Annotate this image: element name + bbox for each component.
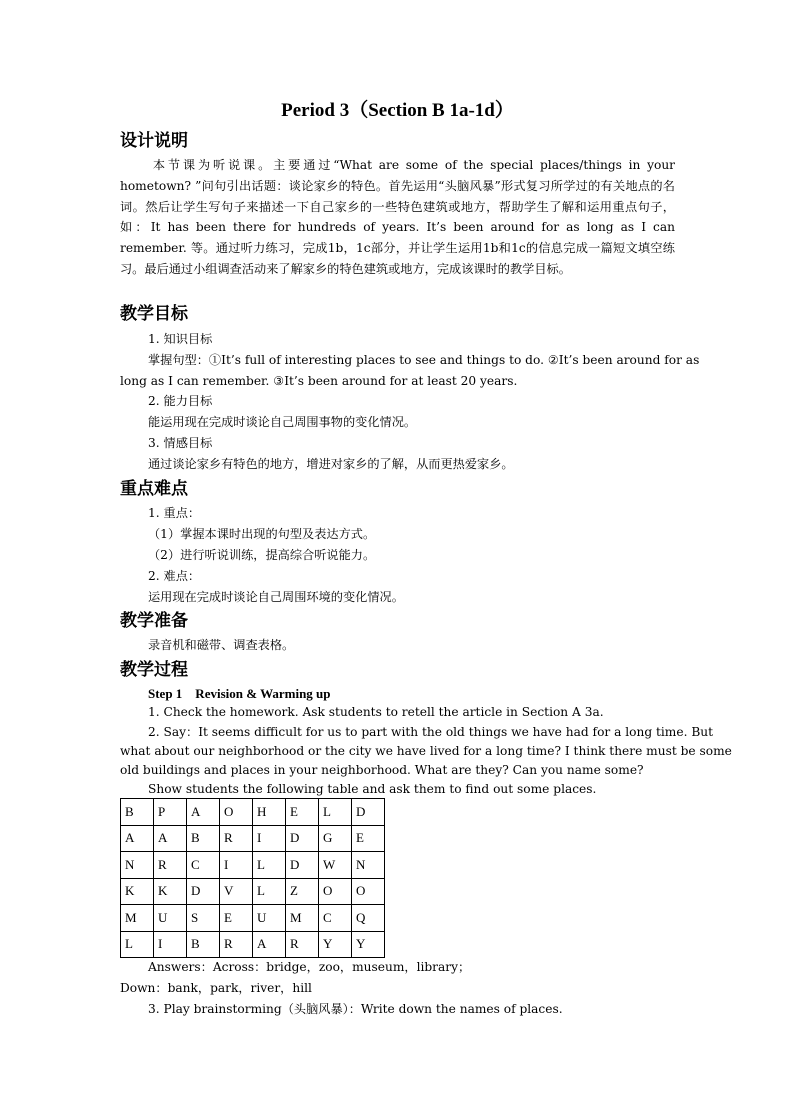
grid-cell: R	[220, 825, 253, 852]
grid-cell: A	[154, 825, 187, 852]
process-p1: 1. Check the homework. Ask students to retell the article in Section A 3a.	[148, 705, 604, 719]
grid-cell: D	[352, 799, 385, 826]
process-p2-c: old buildings and places in your neighborhood. What are they? Can you name some?	[120, 763, 644, 777]
grid-cell: A	[121, 825, 154, 852]
letter-grid-table	[120, 798, 385, 958]
grid-row	[121, 878, 385, 905]
key-point-2-label: 2. 难点：	[148, 569, 201, 583]
heading-goals: 教学目标	[120, 304, 188, 324]
grid-cell: O	[352, 878, 385, 905]
grid-cell: C	[319, 905, 352, 932]
grid-cell: O	[319, 878, 352, 905]
process-p4: 3. Play brainstorming（头脑风暴）：Write down the names of places.	[148, 1002, 563, 1016]
grid-cell: I	[220, 852, 253, 879]
goal-1-text-a: 掌握句型：①It’s full of interesting places to see and things to do. ②It’s been around for as	[148, 353, 700, 367]
grid-cell: G	[319, 825, 352, 852]
grid-cell: K	[121, 878, 154, 905]
design-text: 本节课为听说课。主要通过“What are some of the special places/things in your hometown? ”问句引出话题：谈论家乡的特色。首先运用“头脑风暴”形式复习所学过的有关地点的名词。然后让学生写句子来描述一下自己家乡的一些特色建筑或地方，帮助学生了解和运用重点句子，如：It has been there for hundreds of years. It’s been around for as long as I can remember. 等。通过听力练习，完成1b，1c部分，并让学生运用1b和1c的信息完成一篇短文填空练习。最后通过小组调查活动来了解家乡的特色建筑或地方，完成该课时的教学目标。	[120, 158, 675, 276]
grid-cell: I	[154, 931, 187, 958]
grid-cell: D	[187, 878, 220, 905]
heading-process: 教学过程	[120, 660, 188, 680]
key-point-2-text: 运用现在完成时谈论自己周围环境的变化情况。	[148, 590, 404, 604]
step-1-title: Step 1 Revision & Warming up	[148, 686, 331, 701]
grid-cell: H	[253, 799, 286, 826]
grid-cell: N	[121, 852, 154, 879]
heading-key-points: 重点难点	[120, 479, 188, 499]
grid-cell: V	[220, 878, 253, 905]
grid-cell: E	[220, 905, 253, 932]
grid-cell: E	[286, 799, 319, 826]
goal-1-text-b: long as I can remember. ③It’s been around for at least 20 years.	[120, 374, 518, 388]
goal-2-label: 2. 能力目标	[148, 394, 213, 408]
grid-cell: Q	[352, 905, 385, 932]
heading-design: 设计说明	[120, 131, 188, 151]
key-point-1a: （1）掌握本课时出现的句型及表达方式。	[148, 527, 376, 541]
design-paragraph	[120, 155, 675, 280]
goal-1-label: 1. 知识目标	[148, 332, 213, 346]
grid-cell: L	[121, 931, 154, 958]
grid-cell: E	[352, 825, 385, 852]
grid-cell: U	[154, 905, 187, 932]
grid-cell: P	[154, 799, 187, 826]
grid-cell: M	[121, 905, 154, 932]
grid-cell: L	[319, 799, 352, 826]
grid-cell: Z	[286, 878, 319, 905]
grid-cell: R	[154, 852, 187, 879]
process-p3: Show students the following table and ask them to find out some places.	[148, 782, 597, 796]
grid-cell: Y	[319, 931, 352, 958]
key-point-1-label: 1. 重点：	[148, 506, 201, 520]
grid-cell: R	[220, 931, 253, 958]
grid-cell: K	[154, 878, 187, 905]
grid-cell: B	[187, 825, 220, 852]
grid-cell: L	[253, 852, 286, 879]
grid-cell: N	[352, 852, 385, 879]
grid-cell: C	[187, 852, 220, 879]
grid-cell: W	[319, 852, 352, 879]
grid-cell: Y	[352, 931, 385, 958]
grid-cell: O	[220, 799, 253, 826]
grid-cell: L	[253, 878, 286, 905]
grid-row	[121, 825, 385, 852]
grid-cell: A	[187, 799, 220, 826]
goal-3-label: 3. 情感目标	[148, 436, 213, 450]
page-title: Period 3（Section B 1a-1d）	[281, 100, 514, 121]
grid-cell: B	[121, 799, 154, 826]
key-point-1b: （2）进行听说训练，提高综合听说能力。	[148, 548, 376, 562]
grid-row	[121, 905, 385, 932]
answers-line-a: Answers：Across：bridge，zoo，museum，library；	[148, 960, 471, 974]
answers-line-b: Down：bank，park，river，hill	[120, 981, 312, 995]
goal-2-text: 能运用现在完成时谈论自己周围事物的变化情况。	[148, 415, 417, 429]
grid-cell: U	[253, 905, 286, 932]
goal-3-text: 通过谈论家乡有特色的地方，增进对家乡的了解，从而更热爱家乡。	[148, 457, 514, 471]
grid-cell: D	[286, 825, 319, 852]
grid-row	[121, 931, 385, 958]
grid-cell: B	[187, 931, 220, 958]
process-p2-b: what about our neighborhood or the city we have lived for a long time? I think there must be some	[120, 744, 732, 758]
grid-cell: D	[286, 852, 319, 879]
grid-cell: R	[286, 931, 319, 958]
heading-preparation: 教学准备	[120, 611, 188, 631]
grid-cell: I	[253, 825, 286, 852]
grid-cell: S	[187, 905, 220, 932]
grid-row	[121, 852, 385, 879]
process-p2-a: 2. Say：It seems difficult for us to part with the old things we have had for a long time. But	[148, 725, 714, 739]
grid-cell: M	[286, 905, 319, 932]
grid-cell: A	[253, 931, 286, 958]
preparation-text: 录音机和磁带、调查表格。	[148, 638, 295, 652]
grid-row	[121, 799, 385, 826]
